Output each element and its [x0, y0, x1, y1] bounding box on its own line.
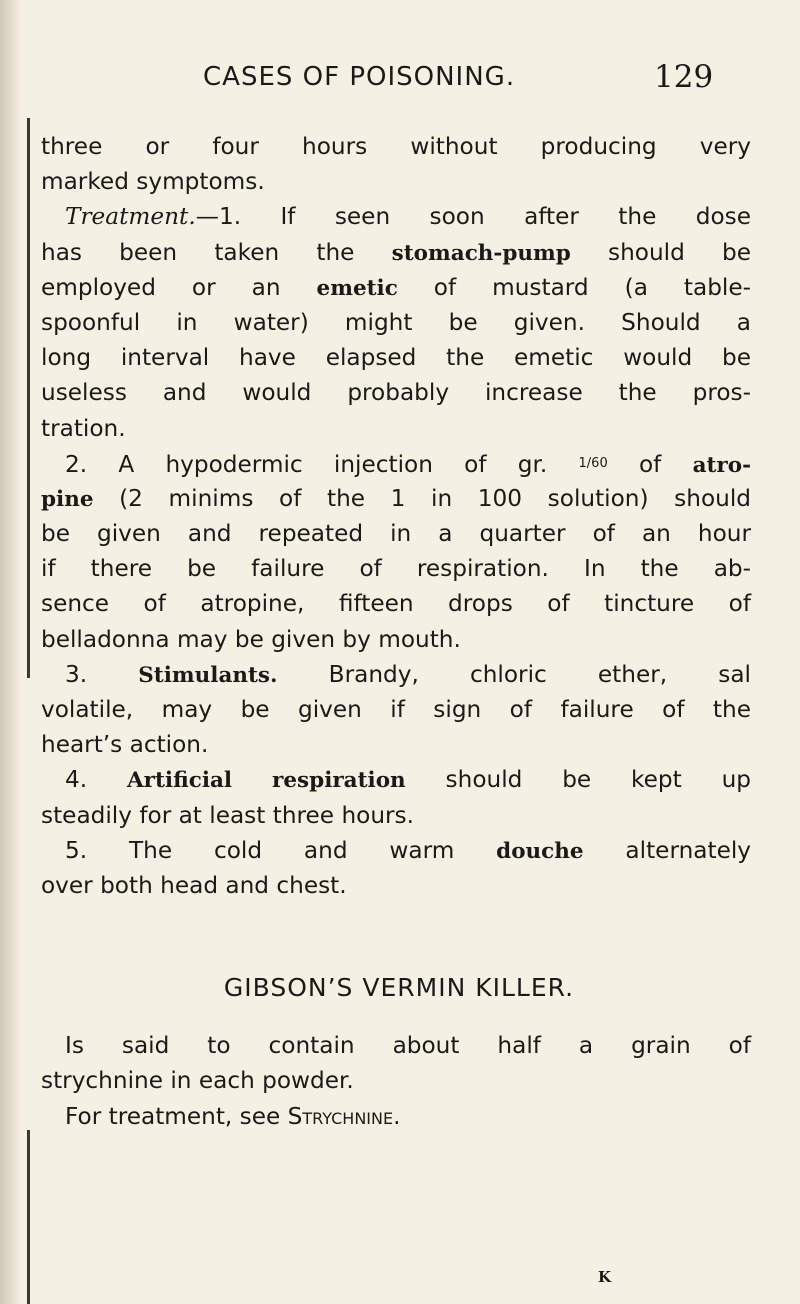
paragraph-item-5 — [41, 833, 751, 903]
text-line: over both head and chest. — [41, 871, 347, 899]
bold-term: stomach-pump — [391, 240, 571, 266]
text-line: belladonna may be given by mouth. — [41, 625, 461, 653]
section-gap — [41, 903, 751, 970]
text-line: long interval have elapsed the emetic would be — [41, 344, 751, 372]
cross-reference: Strychnine — [287, 1102, 394, 1130]
text-line: spoonful in water) might be given. Should a — [41, 308, 751, 336]
running-title: CASES OF POISONING. — [203, 62, 516, 92]
signature-mark: K — [598, 1268, 612, 1286]
text-line: heart’s action. — [41, 731, 209, 759]
text-line: useless and would probably increase the pros- — [41, 379, 751, 407]
bold-term: atro- — [692, 452, 752, 478]
text-span: alternately — [583, 836, 751, 864]
fraction: 1/60 — [578, 455, 608, 471]
page-body — [41, 129, 751, 1134]
bold-term: emetic — [316, 275, 398, 301]
page-number: 129 — [654, 59, 714, 95]
margin-rule — [27, 118, 30, 678]
text-span: employed or an — [41, 273, 317, 301]
text-line: sence of atropine, fifteen drops of tincture of — [41, 590, 751, 618]
text-span: should be kept up — [405, 766, 751, 794]
paragraph-treatment — [41, 199, 751, 445]
text-line — [41, 762, 751, 797]
text-line: marked symptoms. — [41, 168, 265, 196]
section-heading: GIBSON’S VERMIN KILLER. — [223, 973, 575, 1003]
text-line — [41, 481, 751, 516]
paragraph-item-4 — [41, 762, 751, 832]
treatment-label: Treatment. — [65, 203, 196, 231]
text-span: 3. — [65, 660, 139, 688]
paragraph-item-3 — [41, 657, 751, 763]
text-line: if there be failure of respiration. In the ab- — [41, 555, 751, 583]
text-line: tration. — [41, 414, 126, 442]
text-line: be given and repeated in a quarter of an hour — [41, 520, 751, 548]
text-line — [41, 446, 751, 481]
text-span: For treatment, see — [65, 1102, 288, 1130]
text-span: should be — [570, 238, 751, 266]
binding-edge — [0, 0, 22, 1304]
margin-rule — [27, 1130, 30, 1304]
text-line: strychnine in each powder. — [41, 1067, 354, 1095]
bold-term: pine — [41, 486, 94, 512]
bold-term: Stimulants. — [138, 662, 278, 688]
text-span: 2. A hypodermic injection of gr. — [65, 450, 579, 478]
text-line — [41, 235, 751, 270]
text-span: —1. If seen soon after the dose — [195, 203, 751, 231]
text-line — [41, 199, 751, 234]
text-span: (2 minims of the 1 in 100 solution) should — [93, 484, 751, 512]
text-span: Brandy, chloric ether, sal — [277, 660, 751, 688]
text-span: of mustard (a table- — [397, 273, 751, 301]
paragraph-item-2 — [41, 446, 751, 657]
text-line — [41, 1099, 751, 1134]
running-head — [0, 59, 800, 106]
text-line — [41, 270, 751, 305]
section-body — [41, 1028, 751, 1134]
text-span: . — [393, 1102, 401, 1130]
text-span: has been taken the — [41, 238, 392, 266]
bold-term: douche — [496, 838, 584, 864]
text-span: of — [607, 450, 693, 478]
text-span: 4. — [65, 766, 127, 794]
bold-term: Artificial respiration — [126, 768, 406, 794]
text-line: steadily for at least three hours. — [41, 801, 415, 829]
text-line — [41, 657, 751, 692]
text-span: 5. The cold and warm — [65, 836, 497, 864]
text-line: three or four hours without producing very — [41, 133, 751, 160]
text-line: Is said to contain about half a grain of — [65, 1032, 751, 1060]
paragraph-continuation — [41, 129, 751, 199]
text-line: volatile, may be given if sign of failure of the — [41, 696, 751, 723]
text-line — [41, 833, 751, 868]
